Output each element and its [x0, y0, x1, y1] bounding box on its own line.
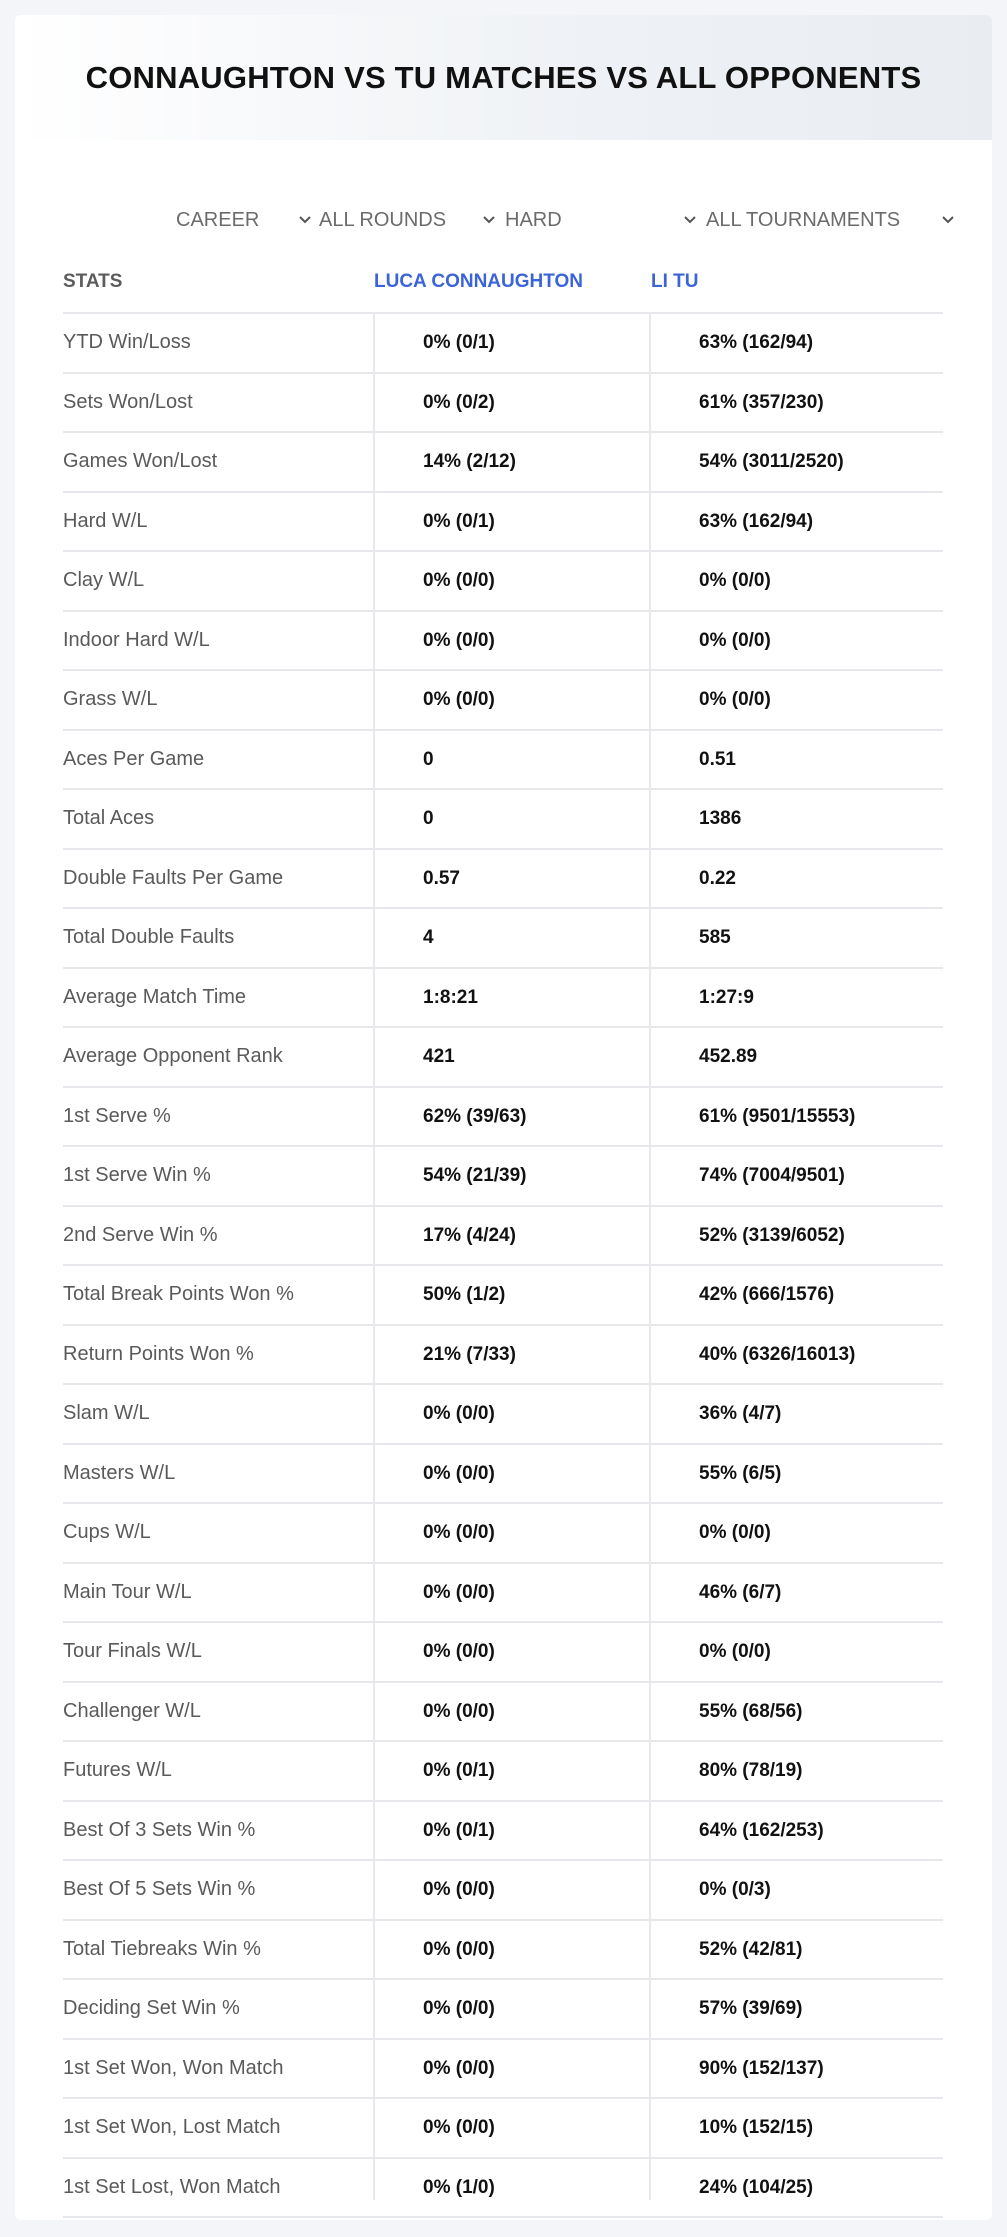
player2-value: 0% (0/0): [699, 1522, 771, 1543]
stat-label: 1st Serve %: [63, 1104, 171, 1127]
player1-value: 0% (0/1): [423, 1760, 495, 1781]
stats-table: [63, 312, 943, 2218]
stat-label: 2nd Serve Win %: [63, 1223, 218, 1246]
stat-label: Sets Won/Lost: [63, 390, 193, 413]
stat-label: Tour Finals W/L: [63, 1640, 202, 1662]
stat-label: Average Opponent Rank: [63, 1045, 283, 1067]
player2-value: 0% (0/0): [699, 689, 771, 710]
table-row: [63, 1564, 943, 1624]
player2-value: 0% (0/0): [699, 570, 771, 591]
stat-label: 1st Set Won, Lost Match: [63, 2116, 281, 2138]
player2-value: 0% (0/0): [699, 629, 771, 651]
stat-label: Games Won/Lost: [63, 450, 218, 472]
table-row: [63, 1742, 943, 1802]
player1-value: 0% (0/0): [423, 1998, 495, 2019]
stat-label: Challenger W/L: [63, 1699, 201, 1722]
stat-label: Total Double Faults: [63, 926, 235, 948]
table-row: [63, 1147, 943, 1207]
period-select[interactable]: [176, 200, 313, 240]
player2-value: 452.89: [699, 1046, 758, 1067]
stat-label: Indoor Hard W/L: [63, 628, 210, 651]
rounds-select[interactable]: [319, 200, 497, 240]
table-row: [63, 1207, 943, 1267]
player1-value: 0% (0/2): [423, 391, 495, 413]
stat-label: YTD Win/Loss: [63, 331, 191, 353]
table-row: [63, 969, 943, 1029]
player1-value: 0% (0/0): [423, 1462, 495, 1484]
player2-value: 42% (666/1576): [699, 1284, 835, 1305]
table-row: [63, 493, 943, 553]
player1-value: 50% (1/2): [423, 1284, 506, 1305]
table-row: [63, 850, 943, 910]
table-row: [63, 1623, 943, 1683]
player1-value: 0: [423, 808, 434, 829]
table-row: [63, 671, 943, 731]
table-row: [63, 374, 943, 434]
player1-value: 421: [423, 1046, 455, 1067]
player1-value: 0% (0/1): [423, 1819, 495, 1841]
player2-value: 52% (42/81): [699, 1938, 803, 1960]
player2-value: 57% (39/69): [699, 1998, 803, 2019]
table-row: [63, 1861, 943, 1921]
chevron-down-icon: [682, 212, 698, 228]
stat-label: Best Of 3 Sets Win %: [63, 1818, 256, 1841]
stat-label: Total Break Points Won %: [63, 1283, 294, 1305]
player2-value: 55% (6/5): [699, 1462, 782, 1484]
stat-label: 1st Set Lost, Won Match: [63, 2175, 281, 2198]
stat-label: Double Faults Per Game: [63, 866, 284, 889]
rounds-select-value: ALL ROUNDS: [319, 208, 447, 231]
player2-value: 63% (162/94): [699, 510, 814, 532]
stat-label: 1st Serve Win %: [63, 1164, 211, 1186]
table-row: [63, 1266, 943, 1326]
player1-value: 0% (0/0): [423, 2117, 495, 2138]
player1-value: 0% (0/0): [423, 629, 495, 651]
table-row: [63, 790, 943, 850]
table-row: [63, 2040, 943, 2100]
table-row: [63, 433, 943, 493]
table-row: [63, 1088, 943, 1148]
player1-value: 0% (0/0): [423, 1403, 495, 1424]
player1-value: 0.57: [423, 867, 460, 889]
stats-column-header: STATS: [63, 271, 123, 292]
player1-value: 0% (0/0): [423, 1581, 495, 1603]
stat-label: Best Of 5 Sets Win %: [63, 1878, 256, 1900]
player1-value: 1:8:21: [423, 986, 478, 1008]
stat-label: Slam W/L: [63, 1402, 150, 1424]
player2-value: 24% (104/25): [699, 2176, 814, 2198]
stat-label: Grass W/L: [63, 688, 158, 710]
player2-value: 63% (162/94): [699, 332, 814, 353]
player1-value: 0% (0/0): [423, 1879, 495, 1900]
stat-label: Total Aces: [63, 807, 155, 829]
player1-value: 0% (0/0): [423, 1700, 495, 1722]
player1-value: 54% (21/39): [423, 1165, 527, 1186]
player2-value: 74% (7004/9501): [699, 1165, 845, 1186]
surface-select-value: HARD: [505, 208, 562, 231]
player2-link[interactable]: LI TU: [651, 271, 699, 292]
stat-label: Clay W/L: [63, 569, 145, 591]
table-row: [63, 1683, 943, 1743]
stat-label: Aces Per Game: [63, 747, 205, 770]
table-row: [63, 1445, 943, 1505]
player2-value: 10% (152/15): [699, 2117, 814, 2138]
player1-link[interactable]: LUCA CONNAUGHTON: [374, 271, 583, 292]
player2-value: 46% (6/7): [699, 1581, 782, 1603]
stat-label: 1st Set Won, Won Match: [63, 2056, 284, 2079]
player2-value: 61% (9501/15553): [699, 1105, 856, 1127]
player1-value: 21% (7/33): [423, 1343, 516, 1365]
table-row: [63, 1802, 943, 1862]
stat-label: Return Points Won %: [63, 1342, 254, 1365]
stat-label: Futures W/L: [63, 1759, 172, 1781]
chevron-down-icon: [481, 212, 497, 228]
player1-value: 0% (0/0): [423, 1938, 495, 1960]
player2-value: 585: [699, 927, 731, 948]
stat-label: Total Tiebreaks Win %: [63, 1937, 261, 1960]
stat-label: Main Tour W/L: [63, 1580, 192, 1603]
player1-value: 0% (0/0): [423, 1522, 495, 1543]
player1-value: 62% (39/63): [423, 1105, 527, 1127]
player2-value: 52% (3139/6052): [699, 1224, 845, 1246]
table-row: [63, 2159, 943, 2219]
player1-value: 0% (1/0): [423, 2176, 495, 2198]
table-row: [63, 552, 943, 612]
player2-value: 64% (162/253): [699, 1819, 824, 1841]
player2-value: 90% (152/137): [699, 2057, 824, 2079]
stat-label: Average Match Time: [63, 985, 247, 1008]
player1-value: 0% (0/1): [423, 510, 495, 532]
tournaments-select[interactable]: [706, 200, 956, 240]
player2-value: 0.22: [699, 867, 736, 889]
stat-label: Hard W/L: [63, 509, 148, 532]
stat-label: Masters W/L: [63, 1461, 176, 1484]
player1-value: 0: [423, 748, 434, 770]
player2-value: 1386: [699, 808, 742, 829]
player1-value: 0% (0/0): [423, 689, 495, 710]
player2-value: 54% (3011/2520): [699, 451, 844, 472]
player2-value: 80% (78/19): [699, 1760, 803, 1781]
table-row: [63, 314, 943, 374]
table-row: [63, 612, 943, 672]
player1-value: 4: [423, 927, 434, 948]
table-row: [63, 1504, 943, 1564]
player2-value: 0% (0/3): [699, 1879, 771, 1900]
stat-label: Cups W/L: [63, 1521, 151, 1543]
table-header: [15, 255, 992, 311]
player1-value: 17% (4/24): [423, 1224, 516, 1246]
tournaments-select-value: ALL TOURNAMENTS: [706, 208, 901, 231]
player1-value: 0% (0/0): [423, 2057, 495, 2079]
chevron-down-icon: [297, 212, 313, 228]
player1-value: 14% (2/12): [423, 451, 516, 472]
player2-value: 0% (0/0): [699, 1641, 771, 1662]
page-header: [15, 15, 992, 140]
period-select-value: CAREER: [176, 208, 260, 231]
table-row: [63, 1980, 943, 2040]
table-row: [63, 1028, 943, 1088]
page-title: CONNAUGHTON VS TU MATCHES VS ALL OPPONENTS: [85, 59, 922, 95]
player2-value: 61% (357/230): [699, 391, 824, 413]
chevron-down-icon: [940, 212, 956, 228]
surface-select[interactable]: [505, 200, 698, 240]
stats-card: [15, 15, 992, 2220]
player2-value: 0.51: [699, 748, 736, 770]
player1-value: 0% (0/0): [423, 570, 495, 591]
table-row: [63, 1385, 943, 1445]
player2-value: 55% (68/56): [699, 1700, 803, 1722]
player2-value: 36% (4/7): [699, 1403, 782, 1424]
table-row: [63, 1326, 943, 1386]
stat-label: Deciding Set Win %: [63, 1997, 240, 2019]
player1-value: 0% (0/1): [423, 332, 495, 353]
player1-value: 0% (0/0): [423, 1641, 495, 1662]
filter-bar: [15, 190, 992, 250]
player2-value: 40% (6326/16013): [699, 1343, 856, 1365]
table-row: [63, 731, 943, 791]
table-row: [63, 909, 943, 969]
table-row: [63, 1921, 943, 1981]
table-row: [63, 2099, 943, 2159]
player2-value: 1:27:9: [699, 986, 754, 1008]
